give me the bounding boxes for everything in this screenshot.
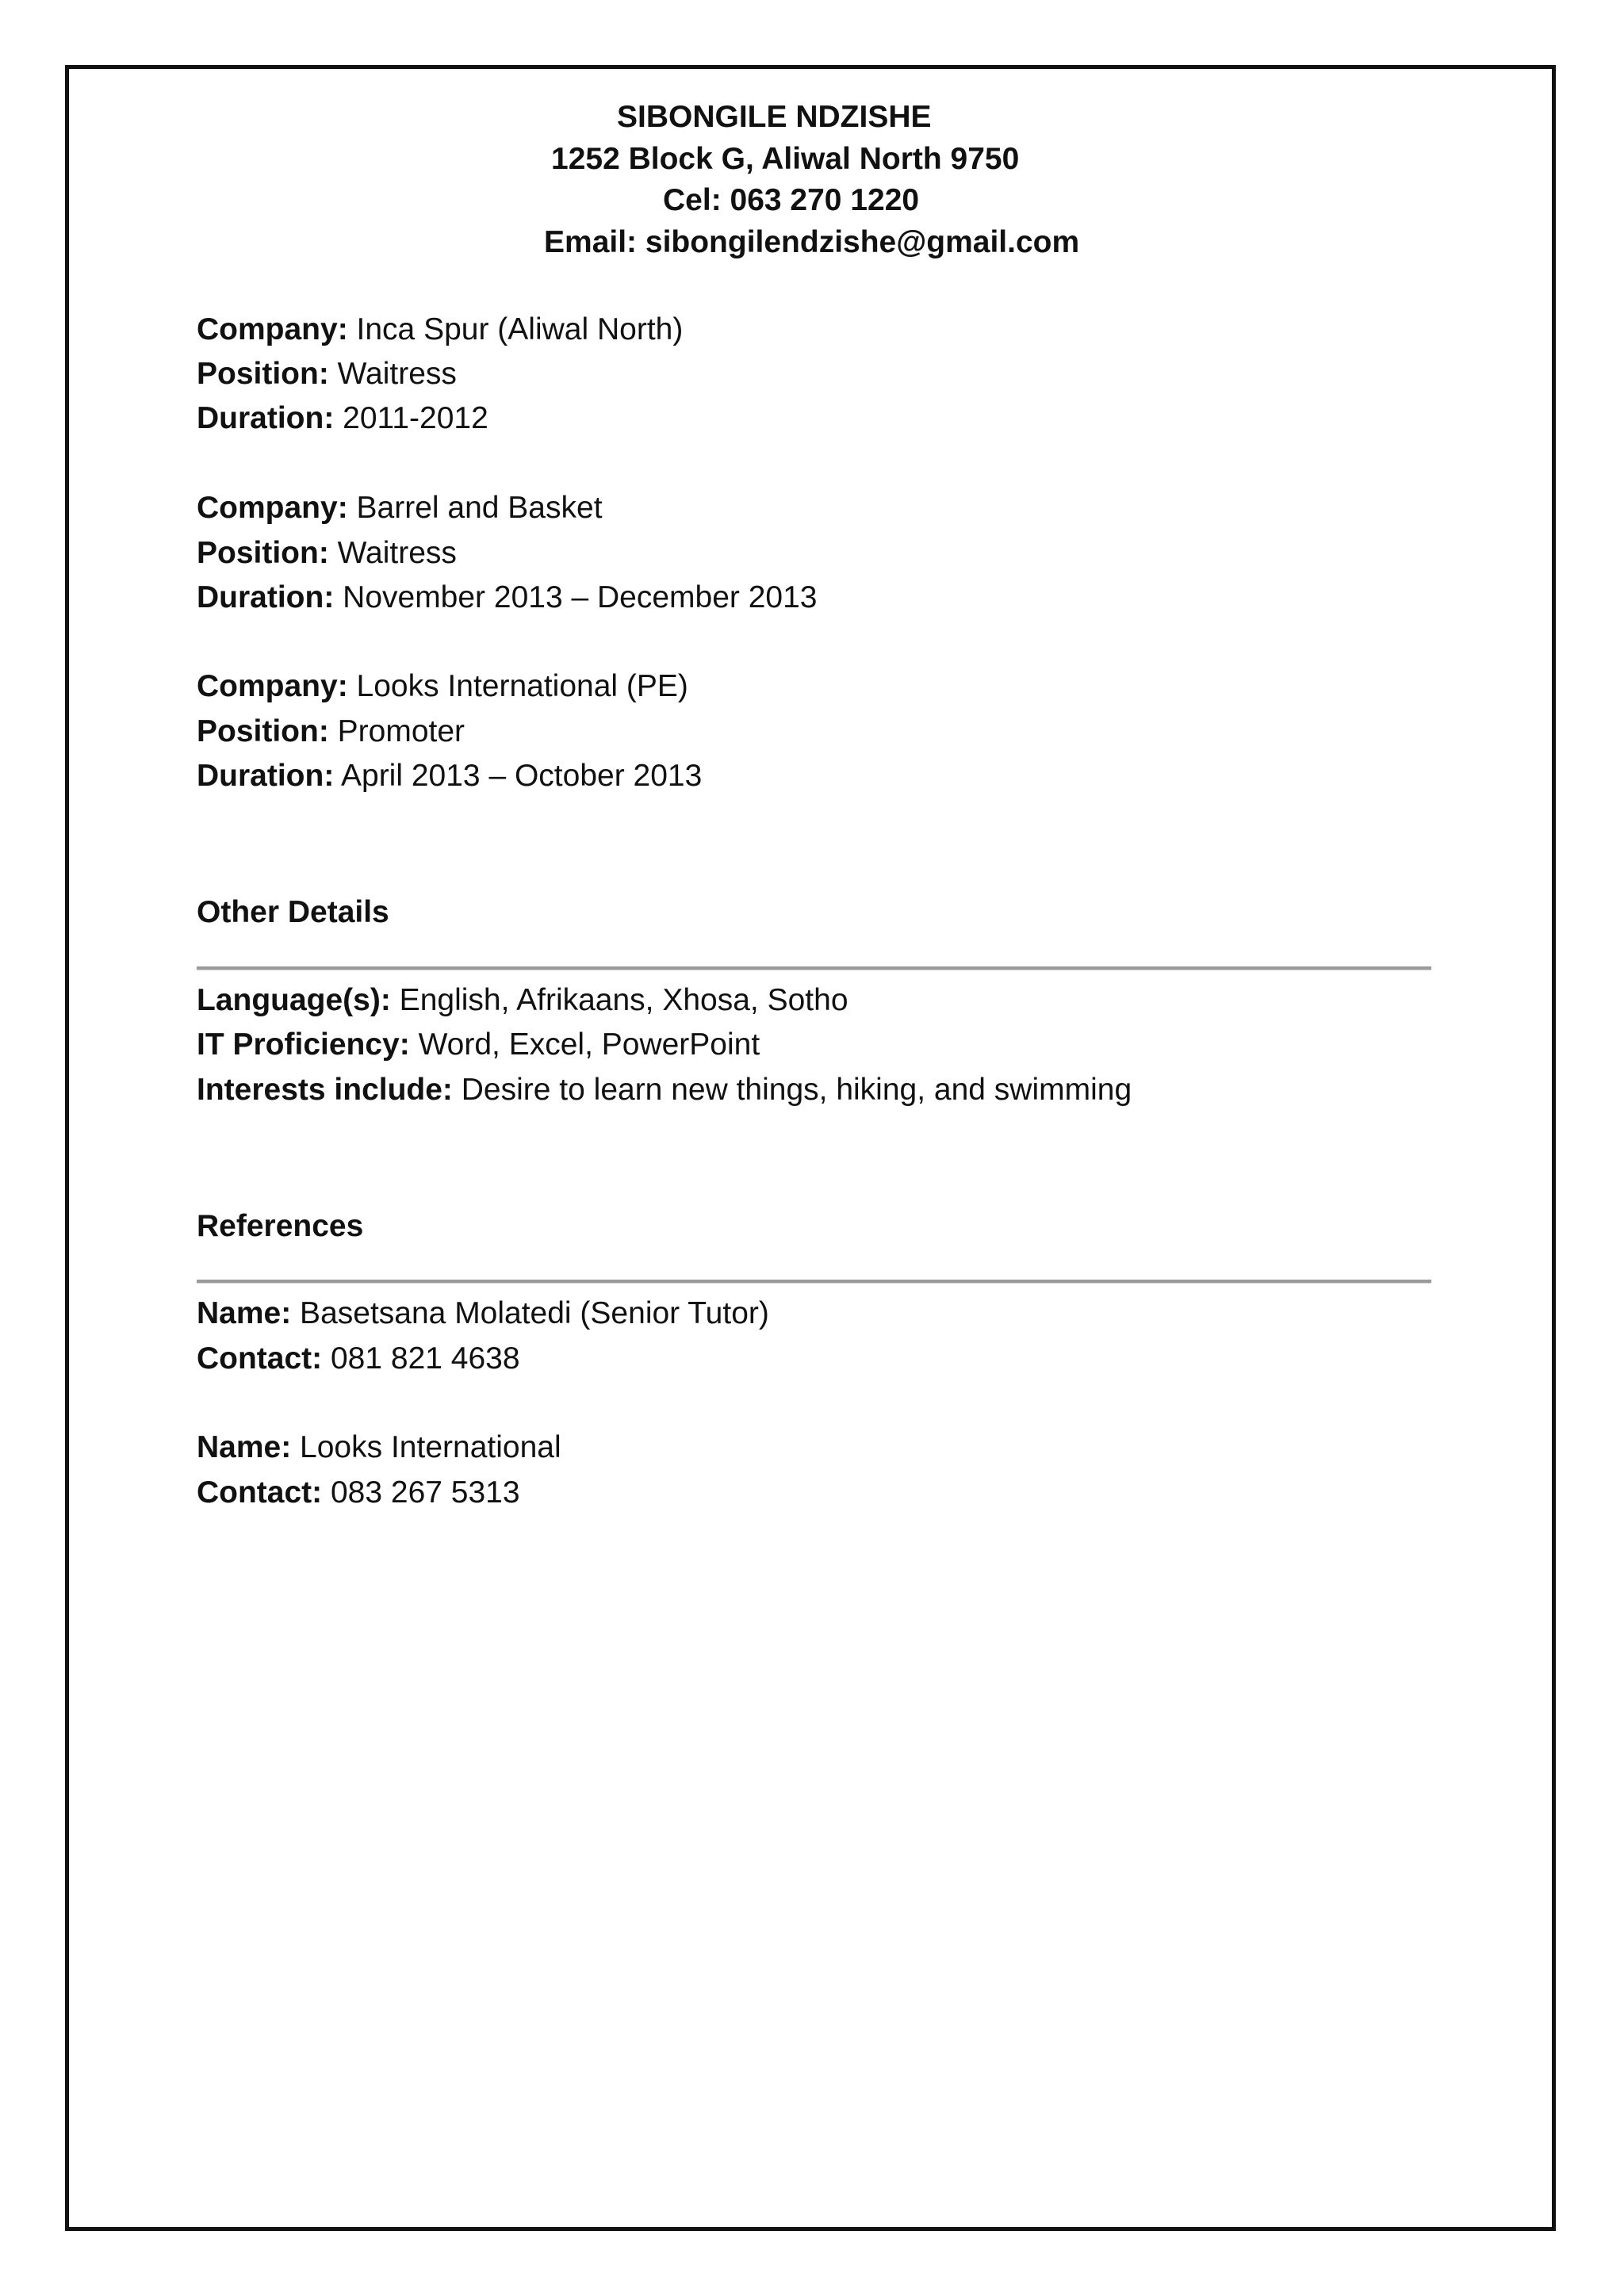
company-label: Company: [197,312,348,346]
interests-value: Desire to learn new things, hiking, and swimming [452,1073,1132,1107]
reference-contact [197,1338,520,1380]
company-value: Looks International (PE) [347,669,688,703]
experience-duration [197,756,702,797]
reference-contact-label: Contact: [197,1341,323,1376]
duration-label: Duration: [197,580,335,614]
other-details-heading: Other Details [197,895,389,929]
position-value: Waitress [328,357,457,391]
position-label: Position: [197,536,329,570]
reference-contact-value: 081 821 4638 [322,1341,520,1376]
applicant-name: SIBONGILE NDZISHE [617,100,932,134]
experience-position [197,533,457,574]
reference-contact-value: 083 267 5313 [322,1475,520,1510]
duration-value: November 2013 – December 2013 [334,580,818,614]
reference-name [197,1427,561,1468]
duration-label: Duration: [197,401,335,435]
interests-label: Interests include: [197,1073,453,1107]
company-value: Inca Spur (Aliwal North) [347,312,684,346]
applicant-email: Email: sibongilendzishe@gmail.com [544,225,1080,259]
it-proficiency-value: Word, Excel, PowerPoint [409,1027,760,1062]
applicant-cel: Cel: 063 270 1220 [663,183,920,217]
languages-value: English, Afrikaans, Xhosa, Sotho [390,983,848,1017]
company-label: Company: [197,669,348,703]
reference-name-label: Name: [197,1296,292,1330]
experience-duration [197,577,818,618]
reference-name-value: Basetsana Molatedi (Senior Tutor) [291,1296,769,1330]
reference-contact-label: Contact: [197,1475,323,1510]
experience-company [197,666,688,707]
company-label: Company: [197,491,348,525]
position-label: Position: [197,357,329,391]
duration-label: Duration: [197,759,335,793]
position-value: Promoter [328,714,465,748]
reference-contact [197,1472,520,1513]
it-proficiency-label: IT Proficiency: [197,1027,410,1062]
experience-company [197,309,683,350]
duration-value: April 2013 – October 2013 [334,759,703,793]
interests-line [197,1070,1132,1111]
references-heading: References [197,1209,364,1243]
experience-position [197,711,465,752]
reference-name [197,1293,769,1334]
reference-name-label: Name: [197,1430,292,1464]
it-proficiency-line [197,1024,760,1066]
reference-name-value: Looks International [291,1430,561,1464]
duration-value: 2011-2012 [334,401,488,435]
references-divider [197,1280,1431,1283]
languages-label: Language(s): [197,983,391,1017]
experience-position [197,354,457,395]
company-value: Barrel and Basket [347,491,603,525]
experience-company [197,488,603,529]
position-value: Waitress [328,536,457,570]
position-label: Position: [197,714,329,748]
other-details-divider [197,966,1431,970]
applicant-address: 1252 Block G, Aliwal North 9750 [551,142,1020,176]
experience-duration [197,398,488,439]
languages-line [197,980,848,1021]
